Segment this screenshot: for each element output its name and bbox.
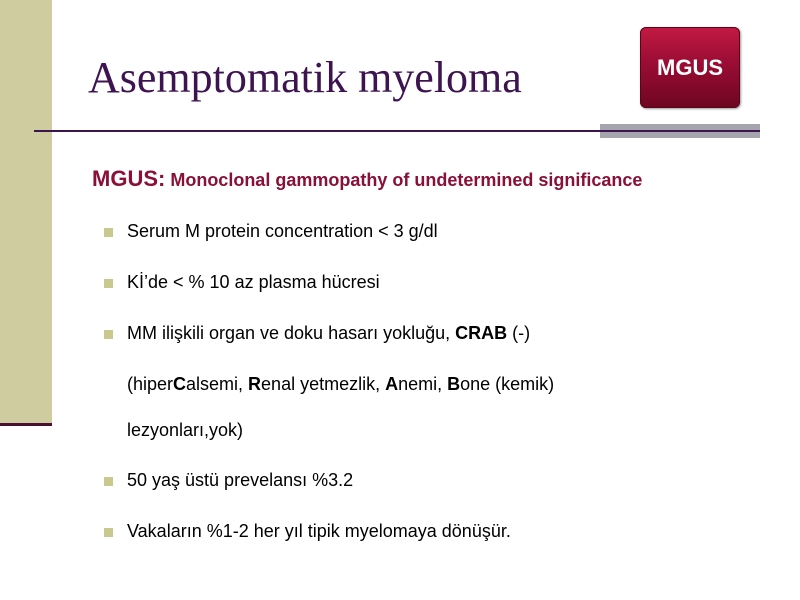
square-bullet-icon (104, 228, 113, 237)
mgus-badge: MGUS (640, 27, 740, 108)
bullet-text: Serum M protein concentration < 3 g/dl (127, 221, 438, 241)
crab-expansion-line-2: lezyonları,yok) (127, 420, 244, 440)
left-decor-band (0, 0, 52, 425)
bullet-text: MM ilişkili organ ve doku hasarı yokluğu, CRAB (-) (127, 323, 531, 343)
subtitle-rest: Monoclonal gammopathy of undetermined significance (165, 170, 643, 190)
slide-title: Asemptomatik myeloma (88, 53, 522, 102)
crab-expansion-line: (hiperCalsemi, Renal yetmezlik, Anemi, Bone (kemik) (127, 374, 555, 394)
square-bullet-icon (104, 330, 113, 339)
subtitle (92, 166, 642, 192)
subtitle-lead: MGUS: (92, 166, 166, 191)
title-rule (34, 130, 760, 132)
bullet-text: 50 yaş üstü prevelansı %3.2 (127, 470, 354, 490)
bullet-text: Kİ’de < % 10 az plasma hücresi (127, 272, 380, 292)
square-bullet-icon (104, 528, 113, 537)
square-bullet-icon (104, 477, 113, 486)
left-decor-line (0, 423, 52, 426)
bullet-text: Vakaların %1-2 her yıl tipik myelomaya dönüşür. (127, 521, 511, 541)
square-bullet-icon (104, 279, 113, 288)
